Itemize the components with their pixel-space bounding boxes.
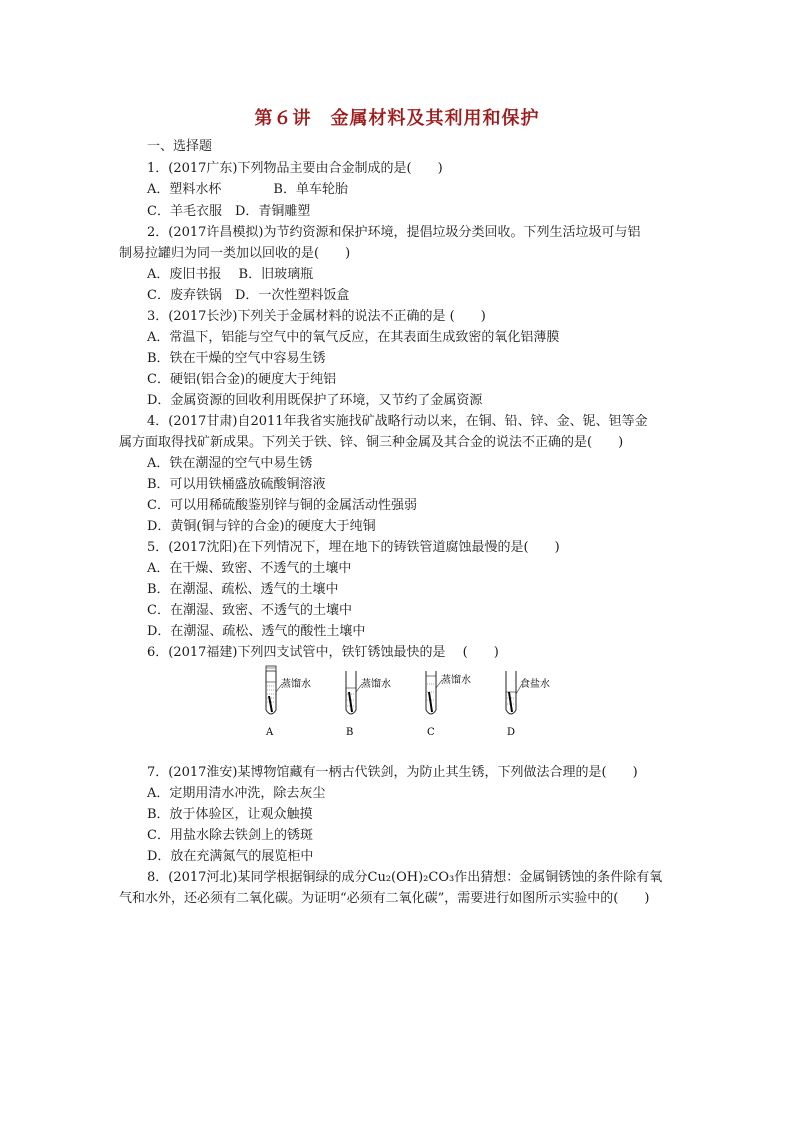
q7-option-b: B．放于体验区，让观众触摸	[147, 807, 313, 822]
q8-stem-post: 作出猜想：金属铜锈蚀的条件除有氧	[454, 870, 663, 885]
q8-stem-line1	[147, 869, 662, 887]
q7-option-a: A．定期用清水冲洗，除去灰尘	[147, 786, 326, 801]
q5-option-d: D．在潮湿、疏松、透气的酸性土壤中	[147, 624, 366, 639]
q1-options-ab: A．塑料水杯 B．单车轮胎	[147, 182, 348, 197]
tube-c-liquid-label: 蒸馏水	[441, 675, 471, 686]
q3-stem: 3．(2017长沙)下列关于金属材料的说法不正确的是 ( )	[147, 309, 486, 324]
tube-a	[265, 666, 311, 738]
q2-options-cd: C．废弃铁锅 D．一次性塑料饭盒	[147, 288, 350, 303]
q7-option-c: C．用盐水除去铁剑上的锈斑	[147, 828, 313, 843]
q4-stem-line2: 属方面取得找矿新成果。下列关于铁、锌、铜三种金属及其合金的说法不正确的是( )	[119, 435, 624, 450]
test-tube-figure	[252, 662, 550, 742]
tube-b-label: B	[346, 727, 354, 738]
q7-stem: 7．(2017淮安)某博物馆藏有一柄古代铁剑，为防止其生锈，下列做法合理的是( )	[147, 765, 638, 780]
q4-stem-line1: 4．(2017甘肃)自2011年我省实施找矿战略行动以来，在铜、铅、锌、金、铌、钽等金	[147, 414, 648, 429]
q6-stem: 6．(2017福建)下列四支试管中，铁钉锈蚀最快的是 ( )	[147, 645, 499, 660]
section-heading: 一、选择题	[147, 139, 213, 154]
q2-options-ab: A．废旧书报 B．旧玻璃瓶	[147, 267, 314, 282]
tube-d-label: D	[507, 727, 516, 738]
q4-option-a: A．铁在潮湿的空气中易生锈	[147, 456, 313, 471]
q4-option-d: D．黄铜(铜与锌的合金)的硬度大于纯铜	[147, 519, 376, 534]
q3-option-c: C．硬铝(铝合金)的硬度大于纯铝	[147, 372, 337, 387]
tube-b-liquid-label: 蒸馏水	[361, 679, 391, 690]
q5-option-b: B．在潮湿、疏松、透气的土壤中	[147, 582, 339, 597]
q3-option-d: D．金属资源的回收利用既保护了环境，又节约了金属资源	[147, 393, 483, 408]
q3-option-b: B．铁在干燥的空气中容易生锈	[147, 351, 326, 366]
q5-option-a: A．在干燥、致密、不透气的土壤中	[147, 561, 352, 576]
q2-stem-line1: 2．(2017许昌模拟)为节约资源和保护环境，提倡垃圾分类回收。下列生活垃圾可与铝	[147, 225, 641, 240]
tube-d	[506, 671, 550, 738]
tube-b	[346, 671, 391, 738]
q5-option-c: C．在潮湿、致密、不透气的土壤中	[147, 603, 352, 618]
q1-options-cd: C．羊毛衣服 D．青铜雕塑	[147, 204, 311, 219]
q8-stem-line2: 气和水外，还必须有二氧化碳。为证明“必须有二氧化碳”，需要进行如图所示实验中的( )	[119, 891, 650, 906]
tube-c-label: C	[427, 727, 435, 738]
tube-d-liquid-label: 食盐水	[520, 679, 550, 690]
q1-stem: 1．(2017广东)下列物品主要由合金制成的是( )	[147, 161, 443, 176]
q4-option-c: C．可以用稀硫酸鉴别锌与铜的金属活动性强弱	[147, 498, 417, 513]
q8-stem-pre: 8．(2017河北)某同学根据铜绿的成分	[147, 870, 368, 885]
q4-option-b: B．可以用铁桶盛放硫酸铜溶液	[147, 477, 326, 492]
page-title: 第６讲 金属材料及其利用和保护	[254, 108, 540, 129]
q8-formula: Cu₂(OH)₂CO₃	[367, 870, 455, 885]
q3-option-a: A．常温下，铝能与空气中的氧气反应，在其表面生成致密的氧化铝薄膜	[147, 330, 560, 345]
q7-option-d: D．放在充满氮气的展览柜中	[147, 849, 314, 864]
tube-a-label: A	[266, 727, 274, 738]
q5-stem: 5．(2017沈阳)在下列情况下，埋在地下的铸铁管道腐蚀最慢的是( )	[147, 540, 560, 555]
tube-c	[426, 671, 471, 738]
tube-a-liquid-label: 蒸馏水	[281, 679, 311, 690]
q2-stem-line2: 制易拉罐归为同一类加以回收的是( )	[119, 246, 351, 261]
